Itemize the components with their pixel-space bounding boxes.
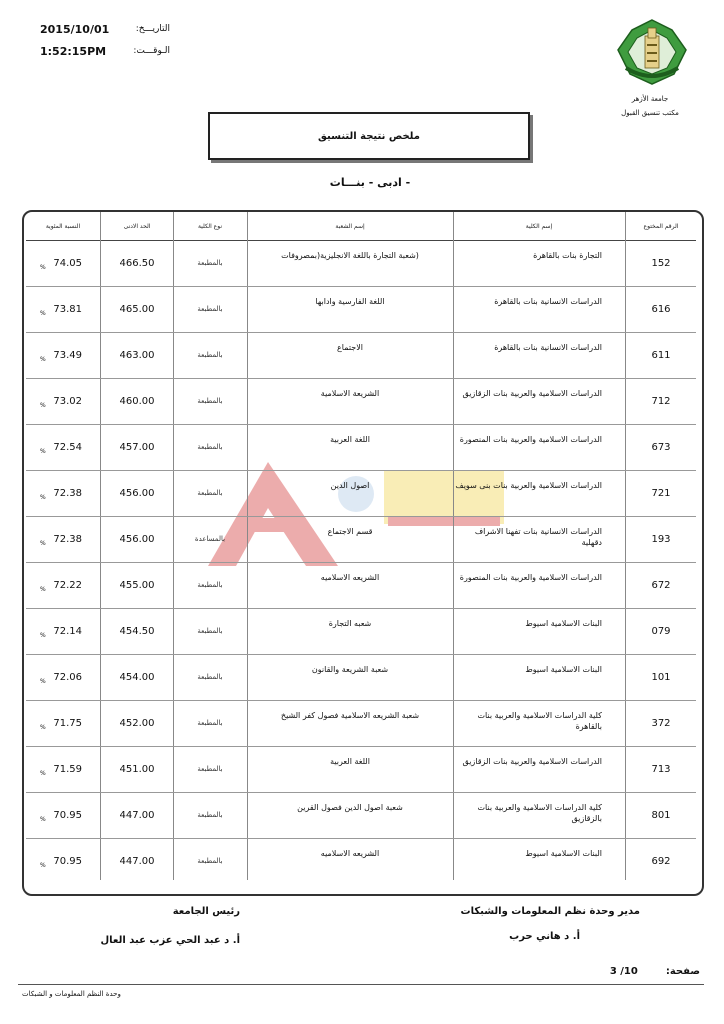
- cell-type: بالمطبعة: [197, 811, 223, 819]
- table-row: [26, 562, 696, 609]
- cell-min: 447.00: [119, 809, 155, 821]
- cell-percent: 70.95 %: [40, 855, 82, 869]
- cell-min: 457.00: [119, 441, 155, 453]
- cell-faculty: الدراسات الاسلامية والعربية بنات الزقازيق: [462, 757, 602, 766]
- column-header-code: الرقم المختوع: [643, 222, 679, 230]
- table-row: [26, 654, 696, 701]
- table-row: [26, 516, 696, 563]
- cell-code: 193: [651, 533, 671, 545]
- cell-faculty: الدراسات الاسلامية والعربية بنات المنصورة: [459, 573, 602, 582]
- cell-division: اصول الدين: [330, 481, 370, 490]
- cell-code: 101: [651, 671, 671, 683]
- page-title: ملخص نتيجة التنسيق: [318, 130, 420, 142]
- date-label: التاريـــخ:: [135, 24, 170, 34]
- cell-min: 454.00: [119, 671, 155, 683]
- cell-code: 713: [651, 763, 671, 775]
- table-header-row: [26, 212, 696, 241]
- page-subtitle: - ادبى - بنـــات: [329, 176, 411, 189]
- signature-block-president: [80, 906, 240, 946]
- cell-percent: 73.49 %: [40, 349, 82, 363]
- cell-faculty: الدراسات الانسانية بنات تفهنا الاشراف دقهلية: [474, 527, 602, 547]
- cell-percent: 74.05 %: [40, 257, 82, 271]
- cell-code: 721: [651, 487, 671, 499]
- table-row: [26, 700, 696, 747]
- time-value: 1:52:15PM: [40, 44, 107, 58]
- director-name: أ. د هاني حرب: [509, 931, 580, 942]
- cell-min: 455.00: [119, 579, 155, 591]
- cell-min: 463.00: [119, 349, 155, 361]
- time-label: الـوقـــت:: [133, 46, 170, 56]
- table-row: [26, 746, 696, 793]
- cell-division: الاجتماع: [337, 343, 363, 352]
- table-row: [26, 608, 696, 655]
- president-name: أ. د عبد الحي عزب عبد العال: [100, 935, 240, 946]
- cell-division: اللغة العربية: [330, 757, 370, 766]
- cell-type: بالمطبعة: [197, 443, 223, 451]
- cell-type: بالمطبعة: [197, 489, 223, 497]
- cell-percent: 71.75 %: [40, 717, 82, 731]
- cell-code: 152: [651, 257, 671, 269]
- cell-type: بالمطبعة: [197, 765, 223, 773]
- cell-faculty: البنات الاسلامية اسيوط: [525, 849, 602, 858]
- cell-faculty: الدراسات الانسانية بنات بالقاهرة: [494, 297, 602, 306]
- cell-division: اللغة الفارسية وادابها: [315, 297, 385, 306]
- cell-division: الشريعة الاسلامية: [320, 389, 380, 398]
- office-name: مكتب تنسيق القبول: [621, 109, 679, 117]
- cell-percent: 70.95 %: [40, 809, 82, 823]
- cell-type: بالمطبعة: [197, 719, 223, 727]
- cell-faculty: التجارة بنات بالقاهرة: [533, 251, 602, 260]
- cell-percent: 73.81 %: [40, 303, 82, 317]
- cell-division: الشريعه الاسلاميه: [320, 849, 380, 858]
- page-number: [560, 966, 700, 977]
- column-header-type: نوع الكلية: [197, 222, 223, 230]
- cell-faculty: كلية الدراسات الاسلامية والعربية بنات بالقاهرة: [477, 711, 602, 731]
- cell-min: 456.00: [119, 487, 155, 499]
- cell-percent: 72.06 %: [40, 671, 82, 685]
- footer-divider: [18, 984, 704, 985]
- cell-division: الشريعه الاسلاميه: [320, 573, 380, 582]
- cell-code: 611: [651, 349, 671, 361]
- date-time-block: [40, 18, 170, 62]
- cell-code: 372: [651, 717, 671, 729]
- cell-faculty: الدراسات الاسلامية والعربية بنات المنصورة: [459, 435, 602, 444]
- cell-min: 466.50: [119, 257, 155, 269]
- cell-type: بالمساعدة: [194, 535, 226, 543]
- column-header-division: إسم الشعبة: [335, 222, 365, 230]
- cell-type: بالمطبعة: [197, 627, 223, 635]
- cell-min: 454.50: [119, 625, 155, 637]
- column-header-faculty: إسم الكلية: [525, 222, 553, 230]
- table-row: [26, 424, 696, 471]
- table-row: [26, 332, 696, 379]
- president-title: رئيس الجامعة: [172, 906, 240, 917]
- cell-faculty: الدراسات الاسلامية والعربية بنات الزقازيق: [462, 389, 602, 398]
- table-row: [26, 240, 696, 287]
- cell-code: 692: [651, 855, 671, 867]
- cell-type: بالمطبعة: [197, 673, 223, 681]
- cell-type: بالمطبعة: [197, 857, 223, 865]
- table-row: [26, 792, 696, 839]
- cell-type: بالمطبعة: [197, 397, 223, 405]
- cell-faculty: الدراسات الاسلامية والعربية بنات بنى سويف: [455, 481, 602, 490]
- cell-division: اللغة العربية: [330, 435, 370, 444]
- signature-block-director: [440, 906, 640, 942]
- cell-percent: 72.54 %: [40, 441, 82, 455]
- university-name-block: [600, 92, 700, 120]
- university-logo-icon: [612, 18, 692, 88]
- footer-text: وحدة النظم المعلومات و الشبكات: [22, 990, 121, 998]
- cell-code: 801: [651, 809, 671, 821]
- cell-faculty: البنات الاسلامية اسيوط: [525, 619, 602, 628]
- cell-type: بالمطبعة: [197, 351, 223, 359]
- page-label: صفحة:: [665, 966, 700, 977]
- cell-percent: 73.02 %: [40, 395, 82, 409]
- column-header-min: الحد الادنى: [123, 222, 151, 230]
- cell-type: بالمطبعة: [197, 259, 223, 267]
- cell-percent: 71.59 %: [40, 763, 82, 777]
- table-row: [26, 286, 696, 333]
- cell-percent: 72.38 %: [40, 487, 82, 501]
- cell-percent: 72.38 %: [40, 533, 82, 547]
- cell-min: 452.00: [119, 717, 155, 729]
- cell-code: 616: [651, 303, 671, 315]
- cell-faculty: البنات الاسلامية اسيوط: [525, 665, 602, 674]
- cell-division: قسم الاجتماع: [327, 527, 373, 536]
- cell-min: 465.00: [119, 303, 155, 315]
- cell-division: (شعبة التجارة باللغة الانجليزية(بمصروفات: [281, 251, 419, 260]
- university-name: جامعة الأزهر: [631, 95, 669, 103]
- cell-division: شعبة اصول الدين فصول القرين: [297, 803, 403, 812]
- cell-division: شعبه التجارة: [328, 619, 372, 628]
- cell-code: 673: [651, 441, 671, 453]
- cell-min: 447.00: [119, 855, 155, 867]
- page-value: 3 /10: [609, 966, 638, 977]
- director-title: مدير وحدة نظم المعلومات والشبكات: [460, 906, 640, 917]
- cell-percent: 72.22 %: [40, 579, 82, 593]
- date-value: 2015/10/01: [40, 22, 110, 36]
- table-row: [26, 838, 696, 884]
- column-header-percent: النسبة المئوية: [45, 222, 81, 230]
- cell-code: 079: [651, 625, 671, 637]
- cell-type: بالمطبعة: [197, 581, 223, 589]
- cell-faculty: الدراسات الانسانية بنات بالقاهرة: [494, 343, 602, 352]
- table-row: [26, 470, 696, 517]
- page-title-box: [208, 112, 530, 160]
- cell-min: 460.00: [119, 395, 155, 407]
- cell-faculty: كلية الدراسات الاسلامية والعربية بنات بالزقازيق: [477, 803, 602, 823]
- cell-min: 456.00: [119, 533, 155, 545]
- cell-code: 712: [651, 395, 671, 407]
- cell-division: شعبة الشريعة والقانون: [311, 665, 389, 674]
- table-row: [26, 378, 696, 425]
- cell-percent: 72.14 %: [40, 625, 82, 639]
- cell-min: 451.00: [119, 763, 155, 775]
- cell-type: بالمطبعة: [197, 305, 223, 313]
- cell-code: 672: [651, 579, 671, 591]
- cell-division: شعبة الشريعه الاسلامية فصول كفر الشيخ: [280, 711, 420, 720]
